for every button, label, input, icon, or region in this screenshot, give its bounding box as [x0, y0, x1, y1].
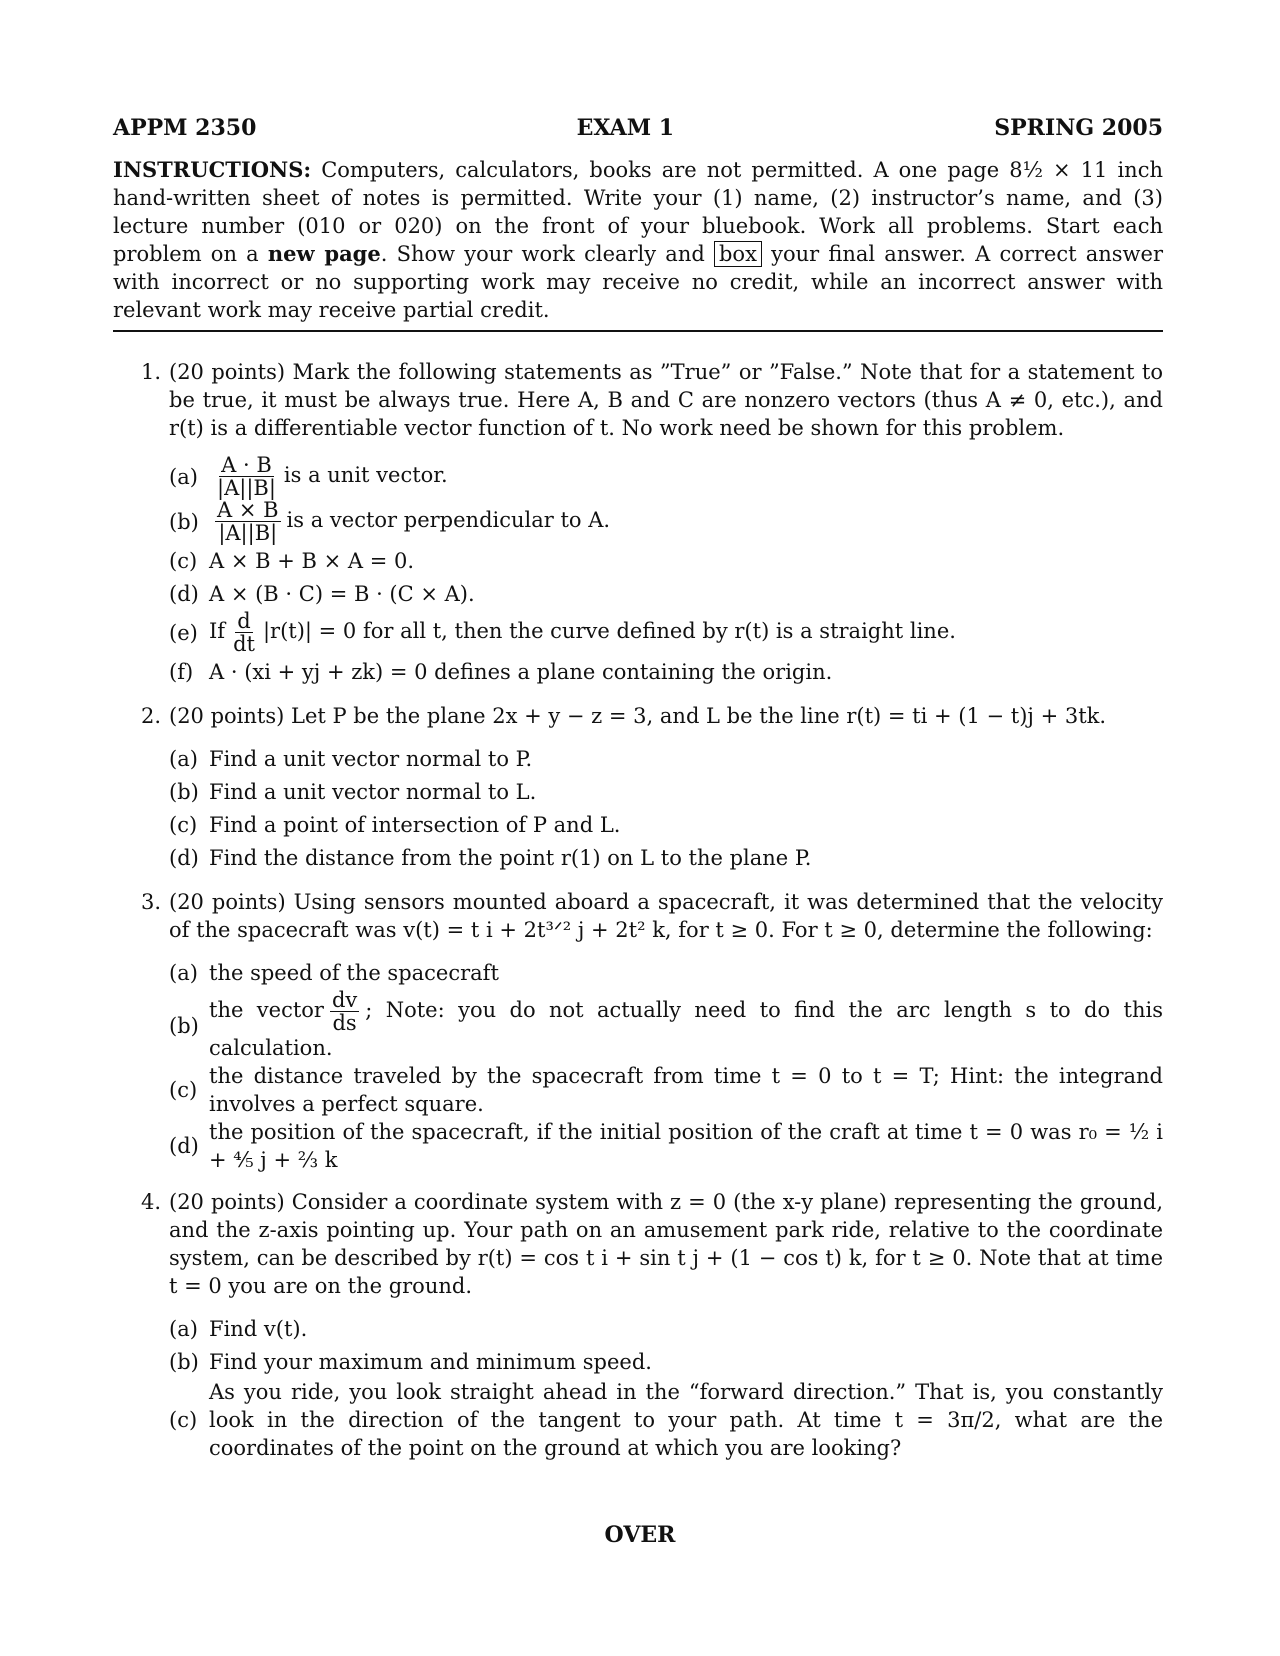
- problem-1: [141, 358, 1163, 688]
- instructions-divider: [113, 330, 1163, 332]
- part-content: [209, 1062, 1163, 1118]
- part-content: [209, 580, 1163, 608]
- part-label: (d): [169, 845, 199, 870]
- part-label: (c): [169, 548, 198, 573]
- part-label: (a): [169, 960, 198, 985]
- part-text: As you ride, you look straight ahead in the “forward direction.” That is, you constantly look in the direction of the tangent to your path. At time t = 3π/2, what are the coordinates of the point on the ground at which you are looking?: [209, 1380, 1163, 1460]
- part-content: [209, 547, 1163, 575]
- part-text: the position of the spacecraft, if the initial position of the craft at time t = 0 was r₀ = ½ i + ⁴⁄₅ j + ⅔ k: [209, 1120, 1163, 1172]
- problem-4: [141, 1188, 1163, 1462]
- problem-part: [169, 577, 1163, 610]
- problem-parts: [169, 454, 1163, 688]
- part-label: (d): [169, 581, 199, 606]
- instructions: [113, 156, 1163, 324]
- part-content: [209, 658, 1163, 686]
- part-content: [209, 959, 1163, 987]
- problem-part: [169, 775, 1163, 808]
- part-label: (d): [169, 1134, 199, 1158]
- problem-part: [169, 956, 1163, 989]
- problem-body: [169, 702, 1163, 874]
- exam-term: SPRING 2005: [994, 115, 1163, 141]
- problem-statement: (20 points) Consider a coordinate system with z = 0 (the x-y plane) representing the ground, and the z-axis pointing up. Your path on an amusement park ride, relative to the coordinate system, can be described by r(t) = cos t i + sin t j + (1 − cos t) k, for t ≥ 0. Note that at time t = 0 you are on the ground.: [169, 1190, 1163, 1298]
- part-text: Find v(t).: [209, 1316, 308, 1341]
- instructions-box-word: box: [714, 241, 762, 267]
- problem-parts: [169, 956, 1163, 1174]
- instructions-label: INSTRUCTIONS:: [113, 157, 312, 182]
- problem-part: [169, 989, 1163, 1062]
- exam-title: EXAM 1: [576, 115, 675, 141]
- fraction-denominator: |A||B|: [218, 521, 278, 545]
- part-text: A × (B · C) = B · (C × A).: [209, 581, 475, 606]
- problem-number: 3.: [141, 890, 162, 914]
- fraction: [231, 610, 257, 655]
- part-content: [209, 1348, 1163, 1376]
- fraction: [215, 499, 281, 544]
- exam-page: [113, 108, 1163, 1476]
- part-text: Find your maximum and minimum speed.: [209, 1349, 652, 1374]
- problem-statement: (20 points) Using sensors mounted aboard a spacecraft, it was determined that the velocity of the spacecraft was v(t) = t i + 2t³ᐟ² j + 2t² k, for t ≥ 0. For t ≥ 0, determine the following:: [169, 890, 1163, 942]
- fraction-denominator: dt: [233, 632, 255, 656]
- fraction-numerator: A · B: [221, 453, 272, 477]
- problem-parts: [169, 1312, 1163, 1462]
- problem-body: [169, 1188, 1163, 1462]
- part-content: [209, 1118, 1163, 1174]
- fraction-denominator: |A||B|: [217, 476, 276, 500]
- problem-part: [169, 544, 1163, 577]
- part-label: (f): [169, 659, 194, 684]
- problem-part: [169, 808, 1163, 841]
- fraction-numerator: d: [237, 609, 251, 633]
- problem-body: [169, 888, 1163, 1174]
- part-text: Find a unit vector normal to P.: [209, 746, 533, 771]
- problem-statement: (20 points) Let P be the plane 2x + y − z = 3, and L be the line r(t) = ti + (1 − t)j + 3tk.: [169, 704, 1107, 728]
- part-label: (a): [169, 1316, 198, 1341]
- problem-part: [169, 499, 1163, 544]
- problem-part: [169, 1378, 1163, 1462]
- part-content: [209, 1315, 1163, 1343]
- instructions-text-2: . Show your work clearly and: [380, 242, 714, 266]
- problem-part: [169, 610, 1163, 655]
- part-text: ; Note: you do not actually need to find the arc length s to do this calculation.: [209, 998, 1163, 1060]
- part-text: the speed of the spacecraft: [209, 960, 499, 985]
- part-content: [209, 1378, 1163, 1462]
- part-content: [209, 499, 1163, 544]
- part-label: (b): [169, 1349, 199, 1374]
- fraction: [330, 989, 359, 1034]
- part-text: Find a point of intersection of P and L.: [209, 812, 621, 837]
- problem-part: [169, 1312, 1163, 1345]
- part-label: (b): [169, 779, 199, 804]
- part-text: A × B + B × A = 0.: [209, 548, 415, 573]
- problem-part: [169, 655, 1163, 688]
- fraction-numerator: A × B: [217, 498, 279, 522]
- part-label: (c): [169, 1408, 198, 1432]
- part-text: the distance traveled by the spacecraft from time t = 0 to t = T; Hint: the integrand involves a perfect square.: [209, 1064, 1163, 1116]
- part-label: (a): [169, 464, 198, 489]
- problem-2: [141, 702, 1163, 874]
- part-text: Find the distance from the point r(1) on L to the plane P.: [209, 845, 812, 870]
- fraction-numerator: dv: [331, 988, 358, 1012]
- part-content: [209, 844, 1163, 872]
- problem-parts: [169, 742, 1163, 874]
- part-text: is a unit vector.: [283, 463, 448, 487]
- problem-3: [141, 888, 1163, 1174]
- part-label: (c): [169, 1078, 198, 1102]
- problem-part: [169, 1345, 1163, 1378]
- fraction-denominator: ds: [332, 1011, 357, 1035]
- over-label: OVER: [604, 1522, 676, 1548]
- part-text: Find a unit vector normal to L.: [209, 779, 537, 804]
- part-text: |r(t)| = 0 for all t, then the curve defined by r(t) is a straight line.: [262, 619, 956, 643]
- problem-part: [169, 454, 1163, 499]
- exam-header: [113, 108, 1163, 148]
- part-content: [209, 454, 1163, 499]
- problem-body: [169, 358, 1163, 688]
- part-content: [209, 778, 1163, 806]
- instructions-text-1: Computers, calculators, books are not permitted. A one page 8½ × 11 inch hand-written sheet of notes is permitted. Write your (1) name, (2) instructor’s name, and (3) lecture number (010 or 020) on the front of your bluebook. Work all problems. Start each problem on a: [113, 158, 1163, 266]
- part-content: [209, 989, 1163, 1062]
- part-prefix: the vector: [209, 998, 324, 1022]
- problem-number: 2.: [141, 704, 162, 728]
- part-text: is a vector perpendicular to A.: [286, 508, 611, 532]
- part-content: [209, 811, 1163, 839]
- part-label: (c): [169, 812, 198, 837]
- problem-part: [169, 1062, 1163, 1118]
- course-code: APPM 2350: [113, 115, 257, 141]
- part-label: (e): [169, 620, 198, 645]
- part-text: A · (xi + yj + zk) = 0 defines a plane containing the origin.: [209, 659, 833, 684]
- part-label: (b): [169, 509, 199, 534]
- problem-part: [169, 841, 1163, 874]
- part-label: (b): [169, 1013, 199, 1038]
- problem-number: 1.: [141, 360, 162, 384]
- problem-statement: (20 points) Mark the following statements as ”True” or ”False.” Note that for a statement to be true, it must be always true. Here A, B and C are nonzero vectors (thus A ≠ 0, etc.), and r(t) is a differentiable vector function of t. No work need be shown for this problem.: [169, 360, 1163, 440]
- problem-part: [169, 742, 1163, 775]
- problem-part: [169, 1118, 1163, 1174]
- problem-list: [113, 358, 1163, 1462]
- part-content: [209, 610, 1163, 655]
- fraction: [215, 454, 278, 499]
- part-label: (a): [169, 746, 198, 771]
- instructions-text-3: your final answer. A correct answer with incorrect or no supporting work may receive no credit, while an incorrect answer with relevant work may receive partial credit.: [113, 242, 1163, 322]
- part-content: [209, 745, 1163, 773]
- part-prefix: If: [209, 619, 226, 643]
- problem-number: 4.: [141, 1190, 162, 1214]
- instructions-emphasis: new page: [267, 241, 381, 266]
